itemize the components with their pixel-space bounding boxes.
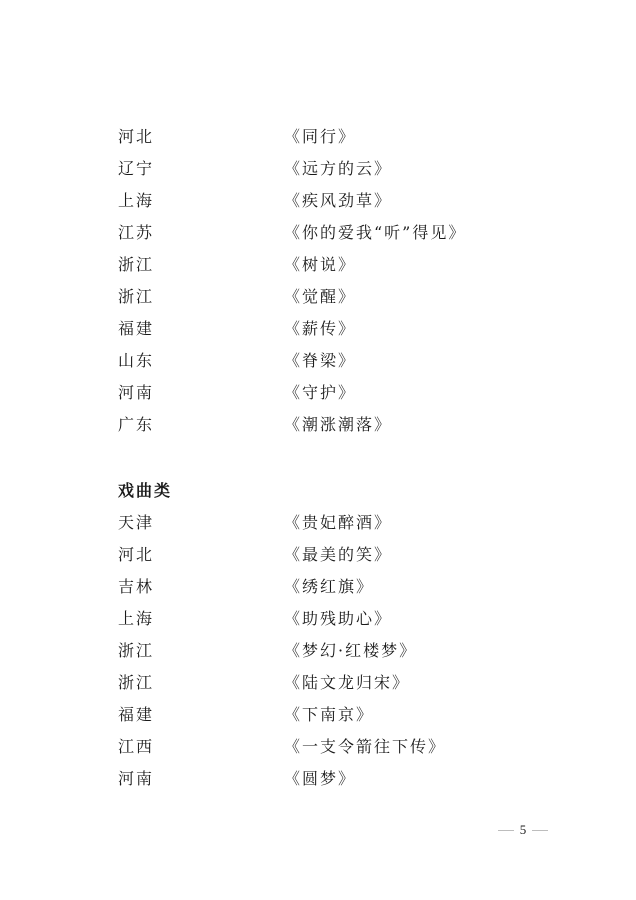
list-item <box>118 183 538 215</box>
list-item <box>118 279 538 311</box>
region-name: 河南 <box>118 382 155 402</box>
work-title: 《一支令箭往下传》 <box>284 736 447 756</box>
region-name: 辽宁 <box>118 158 155 178</box>
work-title: 《下南京》 <box>284 704 375 724</box>
work-title: 《你的爱我“听”得见》 <box>284 222 467 242</box>
list-item <box>118 215 538 247</box>
work-title: 《贵妃醉酒》 <box>284 512 393 532</box>
list-item <box>118 505 538 537</box>
region-name: 天津 <box>118 512 155 532</box>
region-name: 河北 <box>118 126 155 146</box>
list-item <box>118 247 538 279</box>
region-name: 河南 <box>118 768 155 788</box>
region-name: 福建 <box>118 318 155 338</box>
page-number: 5 <box>519 822 527 837</box>
region-name: 福建 <box>118 704 155 724</box>
work-title: 《觉醒》 <box>284 286 357 306</box>
work-title: 《疾风劲草》 <box>284 190 393 210</box>
list-item <box>118 601 538 633</box>
region-name: 广东 <box>118 414 155 434</box>
footer-rule-left <box>498 830 514 831</box>
list-item <box>118 311 538 343</box>
list-item <box>118 407 538 439</box>
region-name: 浙江 <box>118 254 155 274</box>
list-item <box>118 761 538 793</box>
work-title: 《最美的笑》 <box>284 544 393 564</box>
list-item <box>118 729 538 761</box>
list-item <box>118 151 538 183</box>
work-title: 《陆文龙归宋》 <box>284 672 411 692</box>
work-title: 《树说》 <box>284 254 357 274</box>
list-item <box>118 537 538 569</box>
region-name: 上海 <box>118 190 155 210</box>
section-heading: 戏曲类 <box>118 480 173 500</box>
region-name: 浙江 <box>118 286 155 306</box>
list-item <box>118 375 538 407</box>
work-title: 《潮涨潮落》 <box>284 414 393 434</box>
region-name: 上海 <box>118 608 155 628</box>
work-title: 《守护》 <box>284 382 357 402</box>
entry-list-opera-category <box>118 505 538 793</box>
region-name: 河北 <box>118 544 155 564</box>
work-title: 《助残助心》 <box>284 608 393 628</box>
entry-list-previous-category <box>118 119 538 439</box>
list-item <box>118 697 538 729</box>
footer-rule-right <box>532 830 548 831</box>
work-title: 《薪传》 <box>284 318 357 338</box>
work-title: 《远方的云》 <box>284 158 393 178</box>
work-title: 《梦幻·红楼梦》 <box>284 640 418 660</box>
work-title: 《同行》 <box>284 126 357 146</box>
page-footer <box>498 820 548 840</box>
region-name: 浙江 <box>118 672 155 692</box>
list-item <box>118 665 538 697</box>
region-name: 山东 <box>118 350 155 370</box>
region-name: 江苏 <box>118 222 155 242</box>
list-item <box>118 569 538 601</box>
list-item <box>118 343 538 375</box>
work-title: 《绣红旗》 <box>284 576 375 596</box>
list-item <box>118 119 538 151</box>
work-title: 《脊梁》 <box>284 350 357 370</box>
work-title: 《圆梦》 <box>284 768 357 788</box>
region-name: 浙江 <box>118 640 155 660</box>
region-name: 吉林 <box>118 576 155 596</box>
list-item <box>118 633 538 665</box>
region-name: 江西 <box>118 736 155 756</box>
